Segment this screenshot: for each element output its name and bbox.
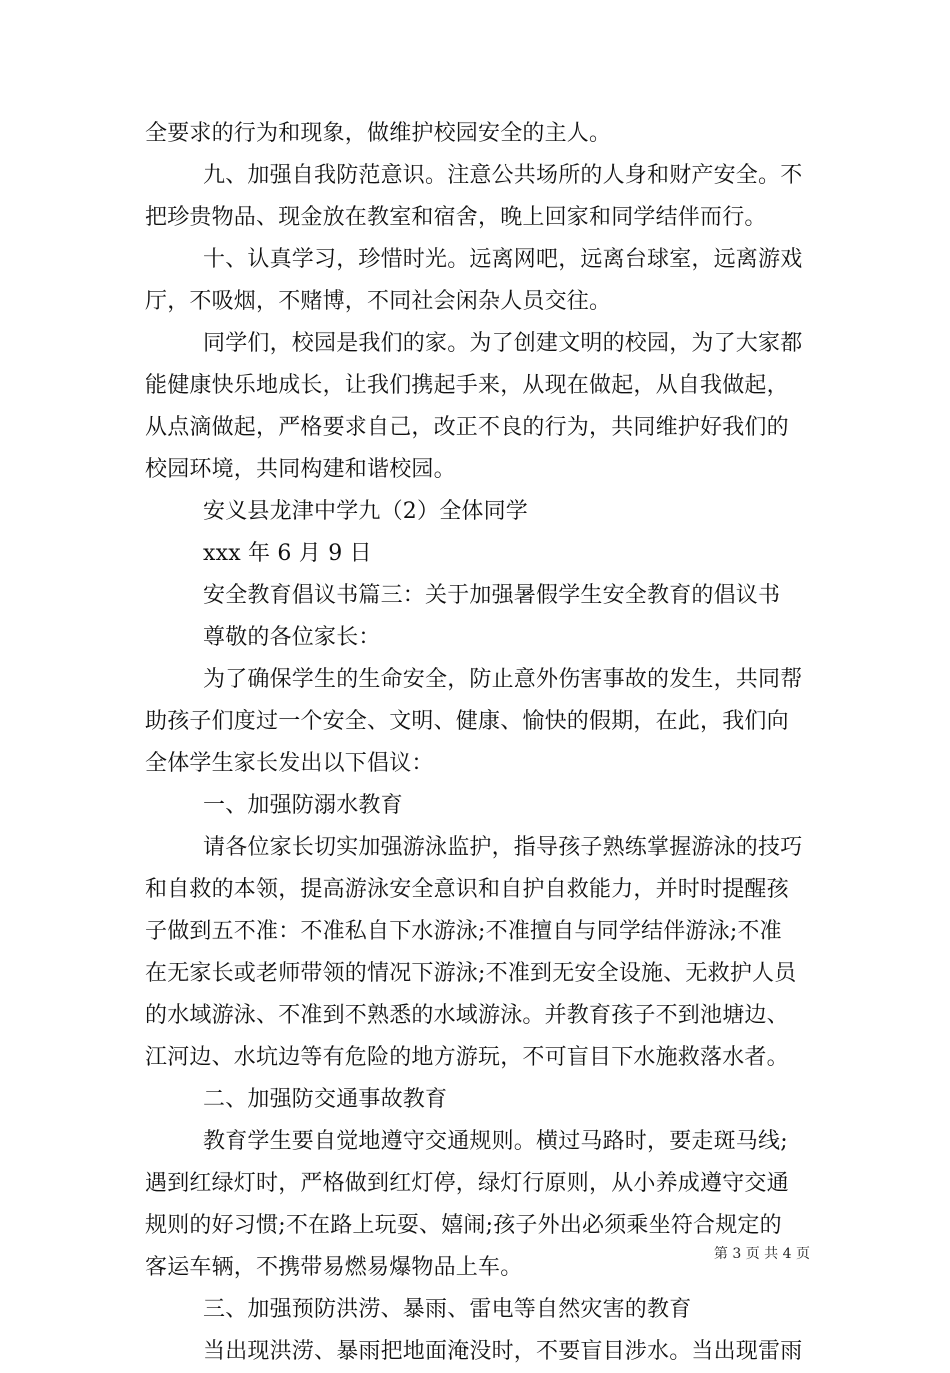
text-line: 校园环境，共同构建和谐校园。	[145, 457, 456, 482]
text-line: 十、认真学习，珍惜时光。远离网吧，远离台球室，远离游戏	[203, 247, 803, 272]
date-line: xxx 年 6 月 9 日	[203, 541, 372, 566]
text-line: 当出现洪涝、暴雨把地面淹没时，不要盲目涉水。当出现雷雨	[203, 1339, 803, 1364]
text-line: 助孩子们度过一个安全、文明、健康、愉快的假期，在此，我们向	[145, 709, 789, 734]
subheading: 三、加强预防洪涝、暴雨、雷电等自然灾害的教育	[203, 1297, 692, 1322]
text-line: 江河边、水坑边等有危险的地方游玩，不可盲目下水施救落水者。	[145, 1045, 789, 1070]
text-line: 为了确保学生的生命安全，防止意外伤害事故的发生，共同帮	[203, 667, 803, 692]
salutation: 尊敬的各位家长：	[203, 625, 381, 650]
text-line: 请各位家长切实加强游泳监护，指导孩子熟练掌握游泳的技巧	[203, 835, 803, 860]
text-line: 教育学生要自觉地遵守交通规则。横过马路时，要走斑马线;	[203, 1129, 788, 1154]
text-line: 九、加强自我防范意识。注意公共场所的人身和财产安全。不	[203, 163, 803, 188]
subheading: 二、加强防交通事故教育	[203, 1087, 448, 1112]
subheading: 一、加强防溺水教育	[203, 793, 403, 818]
text-line: 规则的好习惯;不在路上玩耍、嬉闹;孩子外出必须乘坐符合规定的	[145, 1213, 782, 1238]
signature-line: 安义县龙津中学九（2）全体同学	[203, 499, 528, 524]
section-title: 安全教育倡议书篇三：关于加强暑假学生安全教育的倡议书	[203, 583, 781, 608]
text-line: 和自救的本领，提高游泳安全意识和自护自救能力，并时时提醒孩	[145, 877, 789, 902]
document-body	[145, 113, 810, 1373]
text-line: 的水域游泳、不准到不熟悉的水域游泳。并教育孩子不到池塘边、	[145, 1003, 789, 1028]
page-number-footer: 第 3 页 共 4 页	[713, 1246, 810, 1262]
text-line: 在无家长或老师带领的情况下游泳;不准到无安全设施、无救护人员	[145, 961, 797, 986]
text-line: 全要求的行为和现象，做维护校园安全的主人。	[145, 121, 612, 146]
text-line: 把珍贵物品、现金放在教室和宿舍，晚上回家和同学结伴而行。	[145, 205, 767, 230]
text-line: 遇到红绿灯时，严格做到红灯停，绿灯行原则，从小养成遵守交通	[145, 1171, 789, 1196]
text-line: 能健康快乐地成长，让我们携起手来，从现在做起，从自我做起，	[145, 373, 789, 398]
text-line: 全体学生家长发出以下倡议：	[145, 751, 434, 776]
text-line: 子做到五不准：不准私自下水游泳;不准擅自与同学结伴游泳;不准	[145, 919, 782, 944]
text-line: 从点滴做起，严格要求自己，改正不良的行为，共同维护好我们的	[145, 415, 789, 440]
text-line: 客运车辆，不携带易燃易爆物品上车。	[145, 1255, 523, 1280]
text-line: 同学们，校园是我们的家。为了创建文明的校园，为了大家都	[203, 331, 803, 356]
text-line: 厅，不吸烟，不赌博，不同社会闲杂人员交往。	[145, 289, 612, 314]
